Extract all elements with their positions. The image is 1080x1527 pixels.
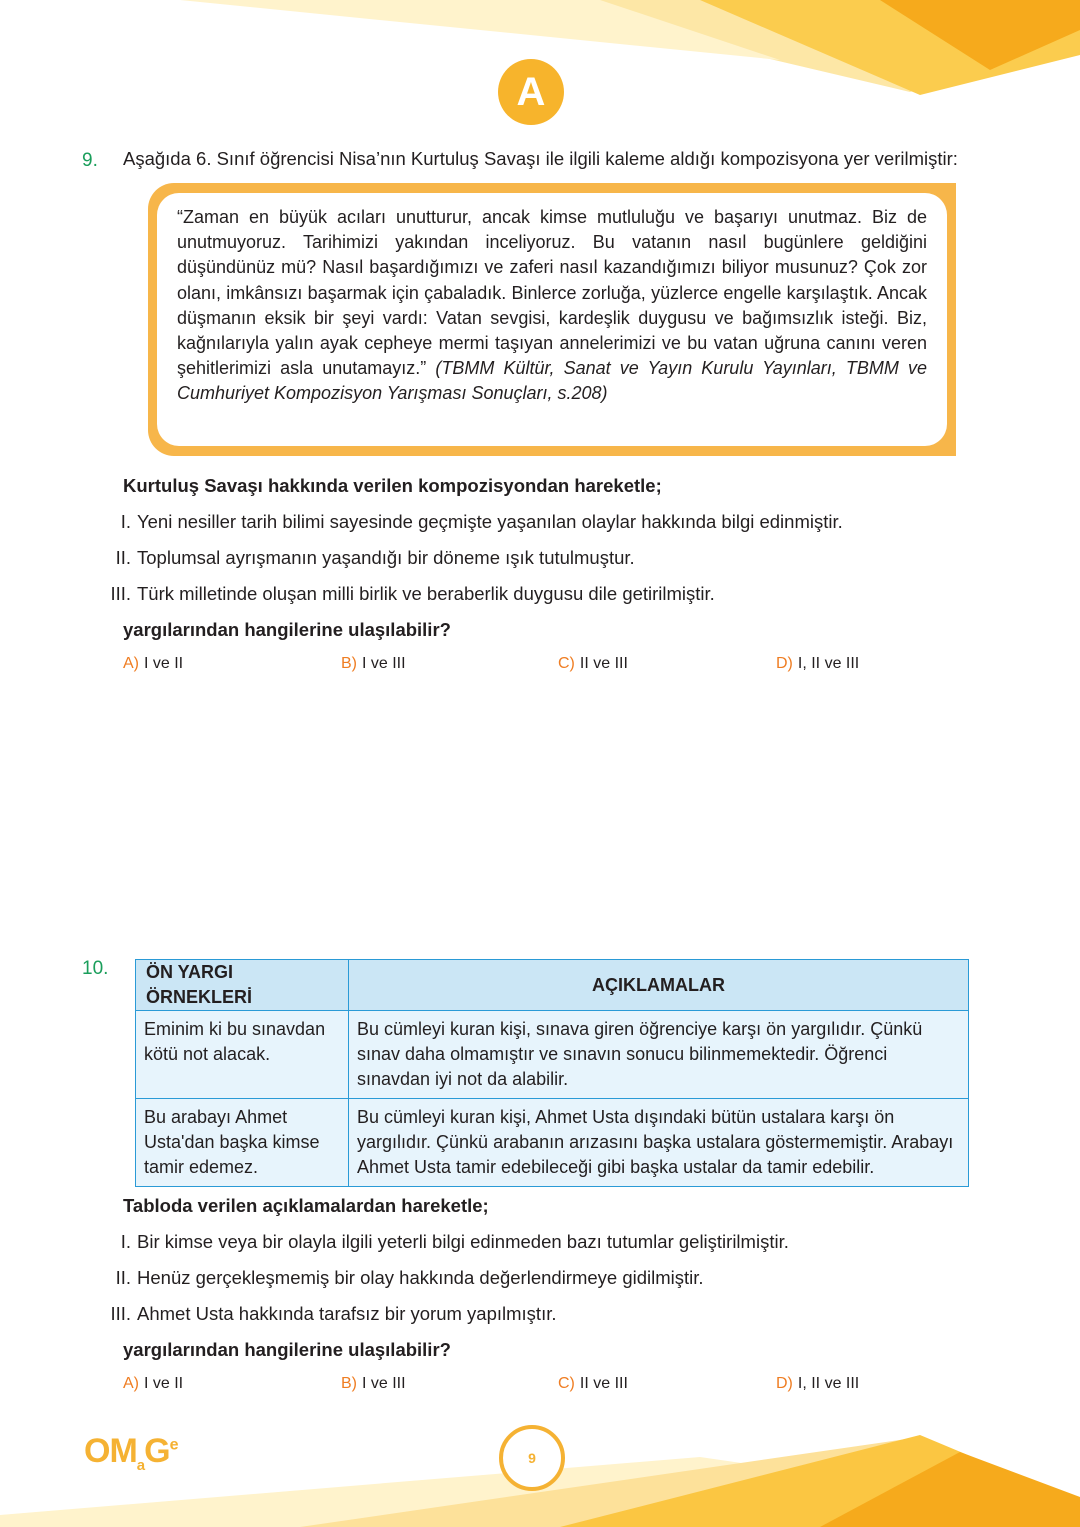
- booklet-letter-badge: A: [498, 59, 564, 125]
- statement-item: [103, 1231, 789, 1253]
- statement-numeral: I.: [120, 1231, 131, 1252]
- option-letter: C): [558, 655, 575, 672]
- statement-numeral: III.: [110, 1303, 131, 1324]
- statement-text: Henüz gerçekleşmemiş bir olay hakkında değerlendirmeye gidilmiştir.: [137, 1267, 704, 1288]
- table-cell: Bu arabayı Ahmet Usta'dan başka kimse tamir edemez.: [136, 1099, 349, 1187]
- option-letter: A): [123, 1375, 139, 1392]
- question-prompt: Tabloda verilen açıklamalardan hareketle;: [123, 1195, 489, 1216]
- table-header-explanations: AÇIKLAMALAR: [349, 960, 969, 1011]
- answer-option-a[interactable]: [123, 655, 183, 673]
- option-letter: D): [776, 1375, 793, 1392]
- answer-option-c[interactable]: [558, 655, 628, 673]
- question-ask: yargılarından hangilerine ulaşılabilir?: [123, 1339, 451, 1360]
- option-letter: D): [776, 655, 793, 672]
- table-cell: Bu cümleyi kuran kişi, sınava giren öğrenciye karşı ön yargılıdır. Çünkü sınav daha olmamıştır ve sınavın sonucu bilinmemektedir. Öğrenci sınavdan iyi not da alabilir.: [349, 1011, 969, 1099]
- option-text: I ve II: [144, 1375, 184, 1392]
- statement-numeral: I.: [120, 511, 131, 532]
- option-letter: B): [341, 1375, 357, 1392]
- table-row: [136, 1099, 969, 1187]
- option-text: I ve III: [362, 655, 406, 672]
- passage-text: “Zaman en büyük acıları unutturur, ancak kimse mutluluğu ve başarıyı unutmaz. Biz de unutmuyoruz. Tarihimizi yakından inceliyoruz. Bu vatanın nasıl bugünlere geldiğini düşündünüz mü? Nasıl başardığımızı ve zaferi nasıl kazandığımızı biliyor musunuz? Çok zor olanı, imkânsızı başarmak için çabaladık. Binlerce zorluğa, yüzlerce engelle karşılaştık. Ancak düşmanın eksik bir şeyi vardı: Vatan sevgisi, kardeşlik duygusu ve bağımsızlık isteği. Biz, kağnılarıyla yalın ayak cepheye mermi taşıyan annelerimizi ve bu vatan uğruna canını veren şehitlerimizi asla unutamayız.”: [177, 207, 927, 379]
- prejudice-table: [135, 959, 969, 1187]
- table-header-examples: ÖN YARGI ÖRNEKLERİ: [136, 960, 349, 1011]
- statement-item: [103, 1303, 556, 1325]
- statement-text: Ahmet Usta hakkında tarafsız bir yorum yapılmıştır.: [137, 1303, 557, 1324]
- table-cell: Bu cümleyi kuran kişi, Ahmet Usta dışındaki bütün ustalara karşı ön yargılıdır. Çünkü arabanın arızasını başka ustalara göstermemiştir. Arabayı Ahmet Usta tamir edebileceği gibi başka ustalar da tamir edebilir.: [349, 1099, 969, 1187]
- answer-option-a[interactable]: [123, 1375, 183, 1393]
- option-text: I ve III: [362, 1375, 406, 1392]
- statement-item: [103, 583, 715, 605]
- page-number: 9: [499, 1425, 565, 1491]
- statement-item: [103, 1267, 704, 1289]
- option-text: I, II ve III: [797, 655, 860, 672]
- answer-option-b[interactable]: [341, 1375, 406, 1393]
- statement-numeral: II.: [115, 547, 131, 568]
- statement-text: Yeni nesiller tarih bilimi sayesinde geçmişte yaşanılan olaylar hakkında bilgi edinmiştir.: [137, 511, 843, 532]
- logo-text-g: G: [144, 1432, 170, 1470]
- option-text: I ve II: [144, 655, 184, 672]
- question-number: 9.: [82, 150, 98, 171]
- option-text: I, II ve III: [797, 1375, 860, 1392]
- statement-text: Türk milletinde oluşan milli birlik ve beraberlik duygusu dile getirilmiştir.: [137, 583, 715, 604]
- answer-option-d[interactable]: [776, 655, 859, 673]
- statement-numeral: III.: [110, 583, 131, 604]
- publisher-logo: [84, 1432, 177, 1474]
- passage-box: [157, 193, 947, 446]
- option-text: II ve III: [579, 1375, 628, 1392]
- question-prompt: Kurtuluş Savaşı hakkında verilen kompozisyondan hareketle;: [123, 475, 662, 496]
- question-ask: yargılarından hangilerine ulaşılabilir?: [123, 619, 451, 640]
- statement-item: [103, 511, 843, 533]
- statement-text: Bir kimse veya bir olayla ilgili yeterli bilgi edinmeden bazı tutumlar geliştirilmiştir.: [137, 1231, 789, 1252]
- logo-text-om: OM: [84, 1432, 137, 1470]
- table-header-row: [136, 960, 969, 1011]
- question-number: 10.: [82, 958, 109, 979]
- logo-text-a: a: [136, 1456, 145, 1474]
- statement-text: Toplumsal ayrışmanın yaşandığı bir döneme ışık tutulmuştur.: [137, 547, 635, 568]
- passage-source: (TBMM Kültür, Sanat ve Yayın Kurulu Yayınları, TBMM ve Cumhuriyet Kompozisyon Yarışması Sonuçları, s.208): [177, 358, 927, 404]
- question-stem: Aşağıda 6. Sınıf öğrencisi Nisa’nın Kurtuluş Savaşı ile ilgili kaleme aldığı kompozisyona yer verilmiştir:: [123, 148, 958, 169]
- table-cell: Eminim ki bu sınavdan kötü not alacak.: [136, 1011, 349, 1099]
- answer-option-c[interactable]: [558, 1375, 628, 1393]
- option-letter: B): [341, 655, 357, 672]
- option-text: II ve III: [579, 655, 628, 672]
- statement-item: [103, 547, 635, 569]
- option-letter: A): [123, 655, 139, 672]
- table-row: [136, 1011, 969, 1099]
- answer-option-d[interactable]: [776, 1375, 859, 1393]
- option-letter: C): [558, 1375, 575, 1392]
- logo-text-e: e: [169, 1436, 178, 1454]
- answer-option-b[interactable]: [341, 655, 406, 673]
- statement-numeral: II.: [115, 1267, 131, 1288]
